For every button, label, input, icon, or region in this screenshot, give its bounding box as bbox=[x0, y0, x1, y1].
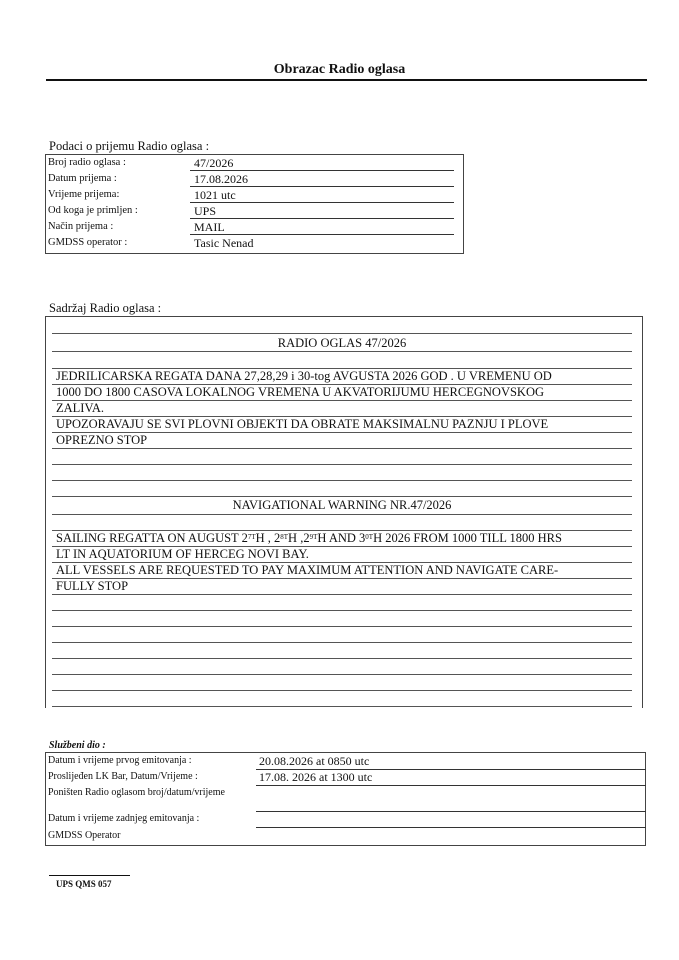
rule-line bbox=[52, 674, 632, 675]
local-text-line: OPREZNO STOP bbox=[56, 433, 148, 447]
rule-line bbox=[52, 706, 632, 707]
reception-row-date bbox=[46, 172, 463, 188]
official-value-line bbox=[256, 827, 646, 828]
nav-text-line: FULLY STOP bbox=[56, 579, 129, 593]
rule-line bbox=[52, 448, 632, 449]
rule-line bbox=[52, 594, 632, 595]
rule-line bbox=[52, 578, 632, 579]
official-value: 20.08.2026 at 0850 utc bbox=[259, 754, 370, 768]
reception-label: Broj radio oglasa : bbox=[48, 157, 126, 168]
official-label: GMDSS Operator bbox=[48, 830, 121, 841]
reception-row-operator bbox=[46, 236, 463, 252]
rule-line bbox=[52, 464, 632, 465]
rule-line bbox=[52, 658, 632, 659]
reception-value: MAIL bbox=[190, 220, 454, 235]
official-label: Datum i vrijeme prvog emitovanja : bbox=[48, 755, 192, 766]
official-value-line bbox=[256, 785, 646, 786]
official-value: 17.08. 2026 at 1300 utc bbox=[259, 770, 373, 784]
official-label: Proslijeđen LK Bar, Datum/Vrijeme : bbox=[48, 771, 198, 782]
local-text-line: 1000 DO 1800 CASOVA LOKALNOG VREMENA U AKVATORIJUMU HERCEGNOVSKOG bbox=[56, 385, 545, 399]
official-box bbox=[45, 752, 646, 846]
reception-value: 17.08.2026 bbox=[190, 172, 454, 187]
rule-line bbox=[52, 333, 632, 334]
reception-row-time bbox=[46, 188, 463, 204]
reception-row-method bbox=[46, 220, 463, 236]
local-text-line: ZALIVA. bbox=[56, 401, 105, 415]
nav-warning-title: NAVIGATIONAL WARNING NR.47/2026 bbox=[232, 498, 452, 512]
official-label: Poništen Radio oglasom broj/datum/vrijeme bbox=[48, 787, 225, 798]
rule-line bbox=[52, 400, 632, 401]
rule-line bbox=[52, 514, 632, 515]
reception-value: 1021 utc bbox=[190, 188, 454, 203]
footer-rule bbox=[49, 875, 130, 876]
rule-line bbox=[52, 642, 632, 643]
form-title: Obrazac Radio oglasa bbox=[273, 62, 406, 77]
nav-text-line: ALL VESSELS ARE REQUESTED TO PAY MAXIMUM ATTENTION AND NAVIGATE CARE- bbox=[56, 563, 559, 577]
reception-label: Način prijema : bbox=[48, 221, 114, 232]
official-heading: Službeni dio : bbox=[49, 740, 106, 751]
local-text-line: UPOZORAVAJU SE SVI PLOVNI OBJEKTI DA OBRATE MAKSIMALNU PAZNJU I PLOVE bbox=[56, 417, 549, 431]
reception-label: Vrijeme prijema: bbox=[48, 189, 120, 200]
nav-text-line: LT IN AQUATORIUM OF HERCEG NOVI BAY. bbox=[56, 547, 309, 561]
reception-value: 47/2026 bbox=[190, 156, 454, 171]
content-heading: Sadržaj Radio oglasa : bbox=[49, 301, 162, 315]
rule-line bbox=[52, 626, 632, 627]
rule-line bbox=[52, 610, 632, 611]
reception-heading: Podaci o prijemu Radio oglasa : bbox=[49, 139, 210, 153]
nav-text-line-1: SAILING REGATTA ON AUGUST $2^{7T}H$ , $2^{8T}H$ $,2^{9T}H$ AND $3^{0T}H$ 2026 FROM 1000 TILL 1800 HRS bbox=[56, 531, 562, 545]
reception-box bbox=[45, 154, 464, 254]
content-box bbox=[45, 316, 643, 708]
rule-line bbox=[52, 480, 632, 481]
reception-value: UPS bbox=[190, 204, 454, 219]
reception-value: Tasic Nenad bbox=[194, 236, 254, 250]
rule-line bbox=[52, 496, 632, 497]
reception-row-number bbox=[46, 156, 463, 172]
official-label: Datum i vrijeme zadnjeg emitovanja : bbox=[48, 813, 200, 824]
form-code: UPS QMS 057 bbox=[56, 879, 112, 889]
local-text-line: JEDRILICARSKA REGATA DANA 27,28,29 i 30-tog AVGUSTA 2026 GOD . U VREMENU OD bbox=[56, 369, 552, 383]
rule-line bbox=[52, 351, 632, 352]
title-rule bbox=[46, 79, 647, 81]
local-warning-title: RADIO OGLAS 47/2026 bbox=[277, 336, 407, 350]
reception-label: Od koga je primljen : bbox=[48, 205, 138, 216]
reception-row-from bbox=[46, 204, 463, 220]
rule-line bbox=[52, 690, 632, 691]
official-value-line bbox=[256, 811, 646, 812]
reception-label: GMDSS operator : bbox=[48, 237, 128, 248]
reception-label: Datum prijema : bbox=[48, 173, 117, 184]
